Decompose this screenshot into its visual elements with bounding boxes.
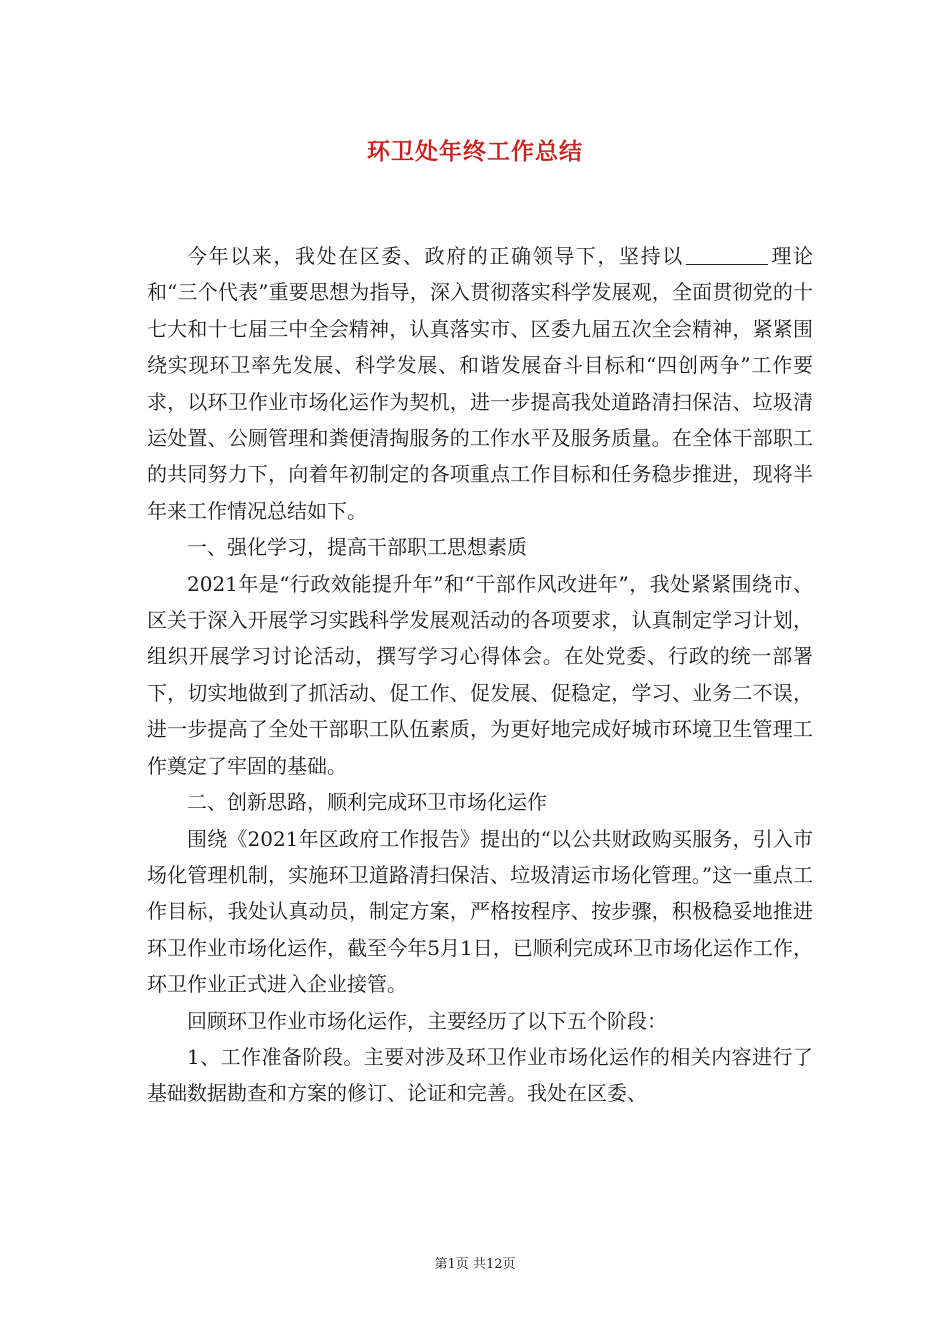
paragraph-stages-intro: 回顾环卫作业市场化运作，主要经历了以下五个阶段： [187,1008,667,1033]
fill-in-blank [686,244,768,265]
footer-suffix: 页 [502,1257,516,1272]
intro-text-after-blank: 理论和“三个代表”重要思想为指导，深入贯彻落实科学发展观，全面贯彻党的十七大和十七届三中全会精神，认真落实市、区委九届五次全会精神，紧紧围绕实现环卫率先发展、科学发展、和谐发展奋斗目标和“四创两争”工作要求，以环卫作业市场化运作为契机，进一步提高我处道路清扫保洁、垃圾清运处置、公厕管理和粪便清掏服务的工作水平及服务质量。在全体干部职工的共同努力下，向着年初制定的各项重点工作目标和任务稳步推进，现将半年来工作情况总结如下。 [147,244,814,523]
document-body [147,238,813,1112]
footer-current-page: 1 [447,1257,456,1272]
page-footer [0,1253,950,1272]
document-title: 环卫处年终工作总结 [367,138,583,165]
paragraph-intro [147,238,813,529]
intro-text-before-blank: 今年以来，我处在区委、政府的正确领导下，坚持以 [187,244,684,268]
footer-total-pages: 12 [485,1257,503,1272]
paragraph-section-1: 2021年是“行政效能提升年”和“干部作风改进年”，我处紧紧围绕市、区关于深入开展学习实践科学发展观活动的各项要求，认真制定学习计划，组织开展学习讨论活动，撰写学习心得体会。在处党委、行政的统一部署下，切实地做到了抓活动、促工作、促发展、促稳定，学习、业务二不误，进一步提高了全处干部职工队伍素质，为更好地完成好城市环境卫生管理工作奠定了牢固的基础。 [147,571,813,778]
footer-middle: 页 共 [455,1257,486,1272]
section-heading-2: 二、创新思路，顺利完成环卫市场化运作 [187,790,547,815]
footer-prefix: 第 [434,1257,448,1272]
paragraph-stage-1: 1、工作准备阶段。主要对涉及环卫作业市场化运作的相关内容进行了基础数据勘查和方案的修订、论证和完善。我处在区委、 [147,1044,813,1106]
paragraph-section-2: 围绕《2021年区政府工作报告》提出的“以公共财政购买服务，引入市场化管理机制，实施环卫道路清扫保洁、垃圾清运市场化管理。”这一重点工作目标，我处认真动员，制定方案，严格按程序、按步骤，积极稳妥地推进环卫作业市场化运作，截至今年5月1日，已顺利完成环卫市场化运作工作，环卫作业正式进入企业接管。 [147,826,813,997]
section-heading-1: 一、强化学习，提高干部职工思想素质 [187,535,527,560]
